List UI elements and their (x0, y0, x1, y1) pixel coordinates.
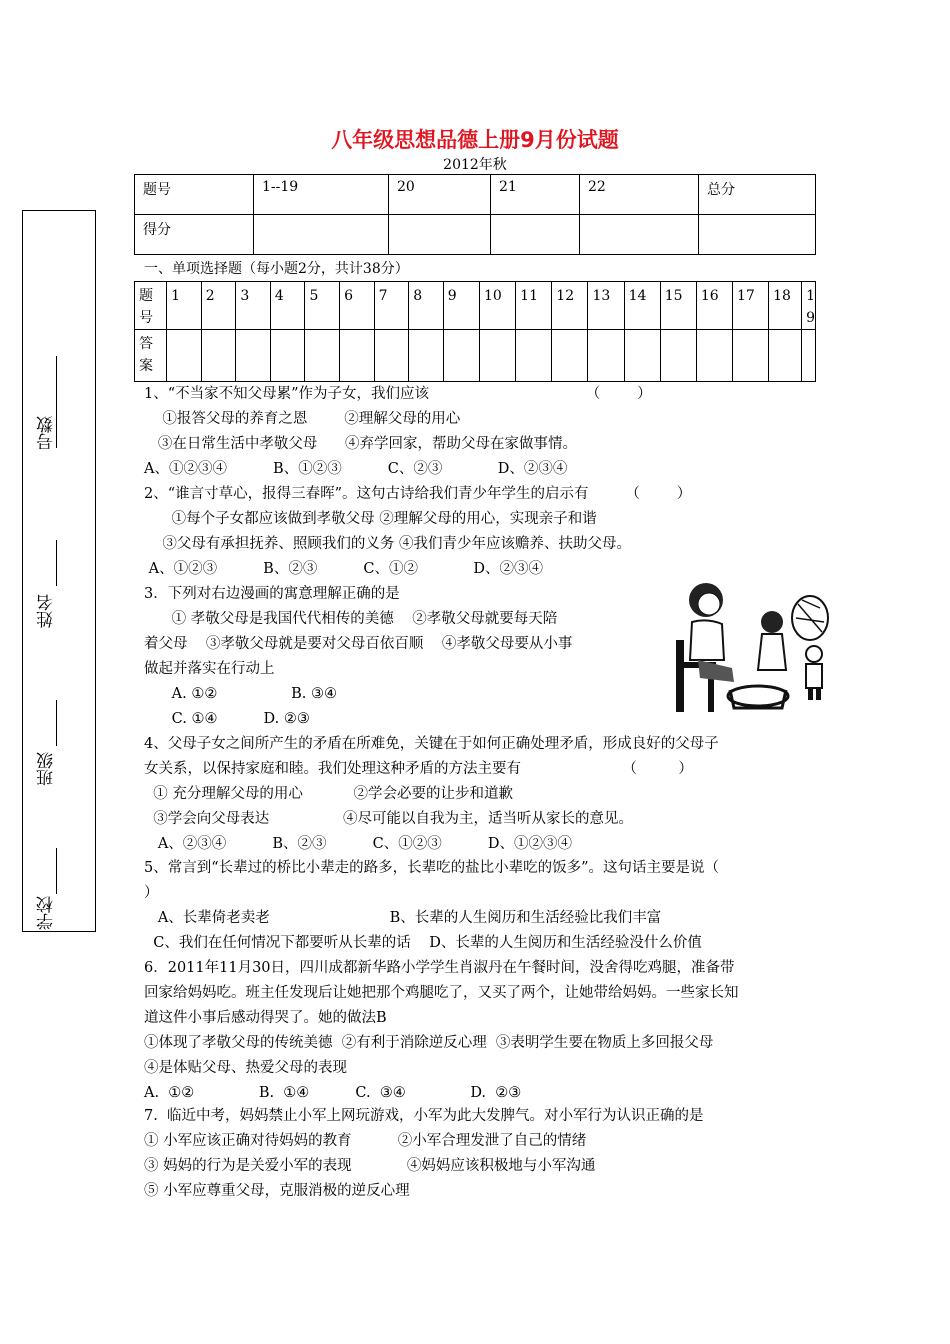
question-number-cell: 14 (624, 282, 660, 330)
question-line: A、②③④ B、②③ C、①②③ D、①②③④ (144, 836, 572, 852)
binding-blank-number[interactable] (56, 356, 57, 448)
answer-cell[interactable] (443, 330, 479, 382)
question-line: ④是体贴父母、热爱父母的表现 (144, 1060, 347, 1076)
question-line: ③ 妈妈的行为是关爱小军的表现 ④妈妈应该积极地与小军沟通 (144, 1158, 596, 1174)
score-header-cell: 21 (491, 175, 580, 215)
question-line: ① 小军应该正确对待妈妈的教育 ②小军合理发泄了自己的情绪 (144, 1133, 587, 1149)
section-heading: 一、单项选择题（每小题2分，共计38分） (144, 261, 409, 277)
question-number-cell: 2 (201, 282, 236, 330)
question-line: 6．2011年11月30日，四川成都新华路小学学生肖淑丹在午餐时间，没舍得吃鸡腿，准备带 (144, 960, 735, 976)
score-header-cell: 题号 (135, 175, 254, 215)
answer-cell[interactable] (201, 330, 236, 382)
question-line: ⑤ 小军应尊重父母，克服消极的逆反心理 (144, 1183, 410, 1199)
question-line: 着父母 ③孝敬父母就是要对父母百依百顺 ④孝敬父母要从小事 (144, 636, 573, 652)
binding-blank-class[interactable] (56, 700, 57, 746)
question-number-cell: 7 (374, 282, 409, 330)
question-2 (144, 482, 824, 582)
question-number-cell: 18 (769, 282, 802, 330)
score-cell[interactable] (389, 215, 491, 255)
binding-blank-name[interactable] (56, 540, 57, 586)
answer-cell[interactable] (409, 330, 444, 382)
answer-cell[interactable] (802, 330, 816, 382)
score-header-cell: 1--19 (254, 175, 389, 215)
answer-cell[interactable] (305, 330, 340, 382)
question-line: ①每个子女都应该做到孝敬父母 ②理解父母的用心，实现亲子和谐 (144, 511, 597, 527)
binding-label-name: 姓名 (37, 594, 57, 628)
score-cell[interactable] (699, 215, 816, 255)
question-number-cell: 17 (733, 282, 769, 330)
answer-row (135, 330, 816, 382)
score-row-label: 得分 (135, 215, 254, 255)
question-7 (144, 1104, 824, 1204)
question-line: ） (144, 885, 159, 901)
question-line: A. ①② B. ③④ (144, 686, 337, 702)
question-line: ①体现了孝敬父母的传统美德 ②有利于消除逆反心理 ③表明学生要在物质上多回报父母 (144, 1035, 714, 1051)
question-number-cell: 16 (696, 282, 732, 330)
score-cell[interactable] (580, 215, 699, 255)
question-number-cell: 15 (660, 282, 696, 330)
answer-table (134, 281, 816, 382)
score-header-row (135, 175, 816, 215)
question-line: 回家给妈妈吃。班主任发现后让她把那个鸡腿吃了，又买了两个，让她带给妈妈。一些家长知 (144, 985, 739, 1001)
question-number-cell: 10 (480, 282, 516, 330)
page-title: 八年级思想品德上册9月份试题 (331, 128, 619, 152)
binding-label-number: 号数 (37, 416, 57, 450)
answer-cell[interactable] (480, 330, 516, 382)
answer-row-label: 答 案 (135, 330, 167, 382)
question-line: ①报答父母的养育之恩 ②理解父母的用心 (144, 411, 461, 427)
binding-label-class: 班级 (37, 752, 57, 786)
cartoon-illustration (662, 578, 832, 714)
question-line: C. ①④ D. ②③ (144, 711, 310, 727)
answer-cell[interactable] (769, 330, 802, 382)
answer-cell[interactable] (588, 330, 624, 382)
binding-label-school: 学校 (37, 896, 57, 930)
question-6 (144, 956, 824, 1106)
question-number-cell: 3 (236, 282, 271, 330)
question-line: 做起并落实在行动上 (144, 661, 275, 677)
answer-row-label: 题 号 (135, 282, 167, 330)
question-number-cell: 4 (270, 282, 305, 330)
question-line: ③父母有承担抚养、照顾我们的义务 ④我们青少年应该赡养、扶助父母。 (144, 536, 632, 552)
score-cell[interactable] (254, 215, 389, 255)
question-number-cell: 1 9 (802, 282, 816, 330)
score-value-row (135, 215, 816, 255)
score-header-cell: 总分 (699, 175, 816, 215)
question-1 (144, 382, 824, 482)
score-header-cell: 22 (580, 175, 699, 215)
answer-cell[interactable] (374, 330, 409, 382)
question-number-row (135, 282, 816, 330)
answer-cell[interactable] (167, 330, 202, 382)
answer-cell[interactable] (733, 330, 769, 382)
question-line: ③学会向父母表达 ④尽可能以自我为主，适当听从家长的意见。 (144, 811, 633, 827)
question-number-cell: 9 (443, 282, 479, 330)
score-table (134, 174, 816, 255)
question-line: 女关系，以保持家庭和睦。我们处理这种矛盾的方法主要有 （ ） (144, 761, 693, 777)
answer-cell[interactable] (236, 330, 271, 382)
question-number-cell: 5 (305, 282, 340, 330)
question-line: A、①②③ B、②③ C、①② D、②③④ (144, 561, 543, 577)
question-number-cell: 8 (409, 282, 444, 330)
answer-cell[interactable] (340, 330, 375, 382)
question-5 (144, 856, 824, 956)
question-line: ③在日常生活中孝敬父母 ④弃学回家，帮助父母在家做事情。 (144, 436, 577, 452)
question-line: 3．下列对右边漫画的寓意理解正确的是 (144, 586, 400, 602)
answer-cell[interactable] (696, 330, 732, 382)
answer-cell[interactable] (270, 330, 305, 382)
question-line: 5、常言到“长辈过的桥比小辈走的路多，长辈吃的盐比小辈吃的饭多”。这句话主要是说（ (144, 860, 720, 876)
question-number-cell: 6 (340, 282, 375, 330)
question-line: ① 孝敬父母是我国代代相传的美德 ②孝敬父母就要每天陪 (144, 611, 558, 627)
question-number-cell: 1 (167, 282, 202, 330)
binding-margin (22, 210, 96, 932)
question-line: 道这件小事后感动得哭了。她的做法B (144, 1010, 387, 1026)
question-line: 7. 临近中考，妈妈禁止小军上网玩游戏，小军为此大发脾气。对小军行为认识正确的是 (144, 1108, 704, 1124)
question-line: A. ①② B. ①④ C. ③④ D. ②③ (144, 1085, 522, 1101)
answer-cell[interactable] (660, 330, 696, 382)
question-number-cell: 13 (588, 282, 624, 330)
page-subtitle: 2012年秋 (443, 157, 507, 173)
question-line: A、①②③④ B、①②③ C、②③ D、②③④ (144, 461, 568, 477)
question-line: 4、父母子女之间所产生的矛盾在所难免，关键在于如何正确处理矛盾，形成良好的父母子 (144, 736, 719, 752)
question-line: ① 充分理解父母的用心 ②学会必要的让步和道歉 (144, 786, 514, 802)
question-line: C、我们在任何情况下都要听从长辈的话 D、长辈的人生阅历和生活经验没什么价值 (144, 935, 702, 951)
question-line: 1、“不当家不知父母累”作为子女，我们应该 （ ） (144, 386, 652, 402)
question-line: A、长辈倚老卖老 B、长辈的人生阅历和生活经验比我们丰富 (144, 910, 662, 926)
answer-cell[interactable] (552, 330, 588, 382)
question-number-cell: 12 (552, 282, 588, 330)
question-line: 2、“谁言寸草心，报得三春晖”。这句古诗给我们青少年学生的启示有 （ ） (144, 486, 692, 502)
answer-cell[interactable] (516, 330, 552, 382)
binding-blank-school[interactable] (56, 848, 57, 894)
question-4 (144, 732, 824, 857)
answer-cell[interactable] (624, 330, 660, 382)
question-number-cell: 11 (516, 282, 552, 330)
score-header-cell: 20 (389, 175, 491, 215)
score-cell[interactable] (491, 215, 580, 255)
